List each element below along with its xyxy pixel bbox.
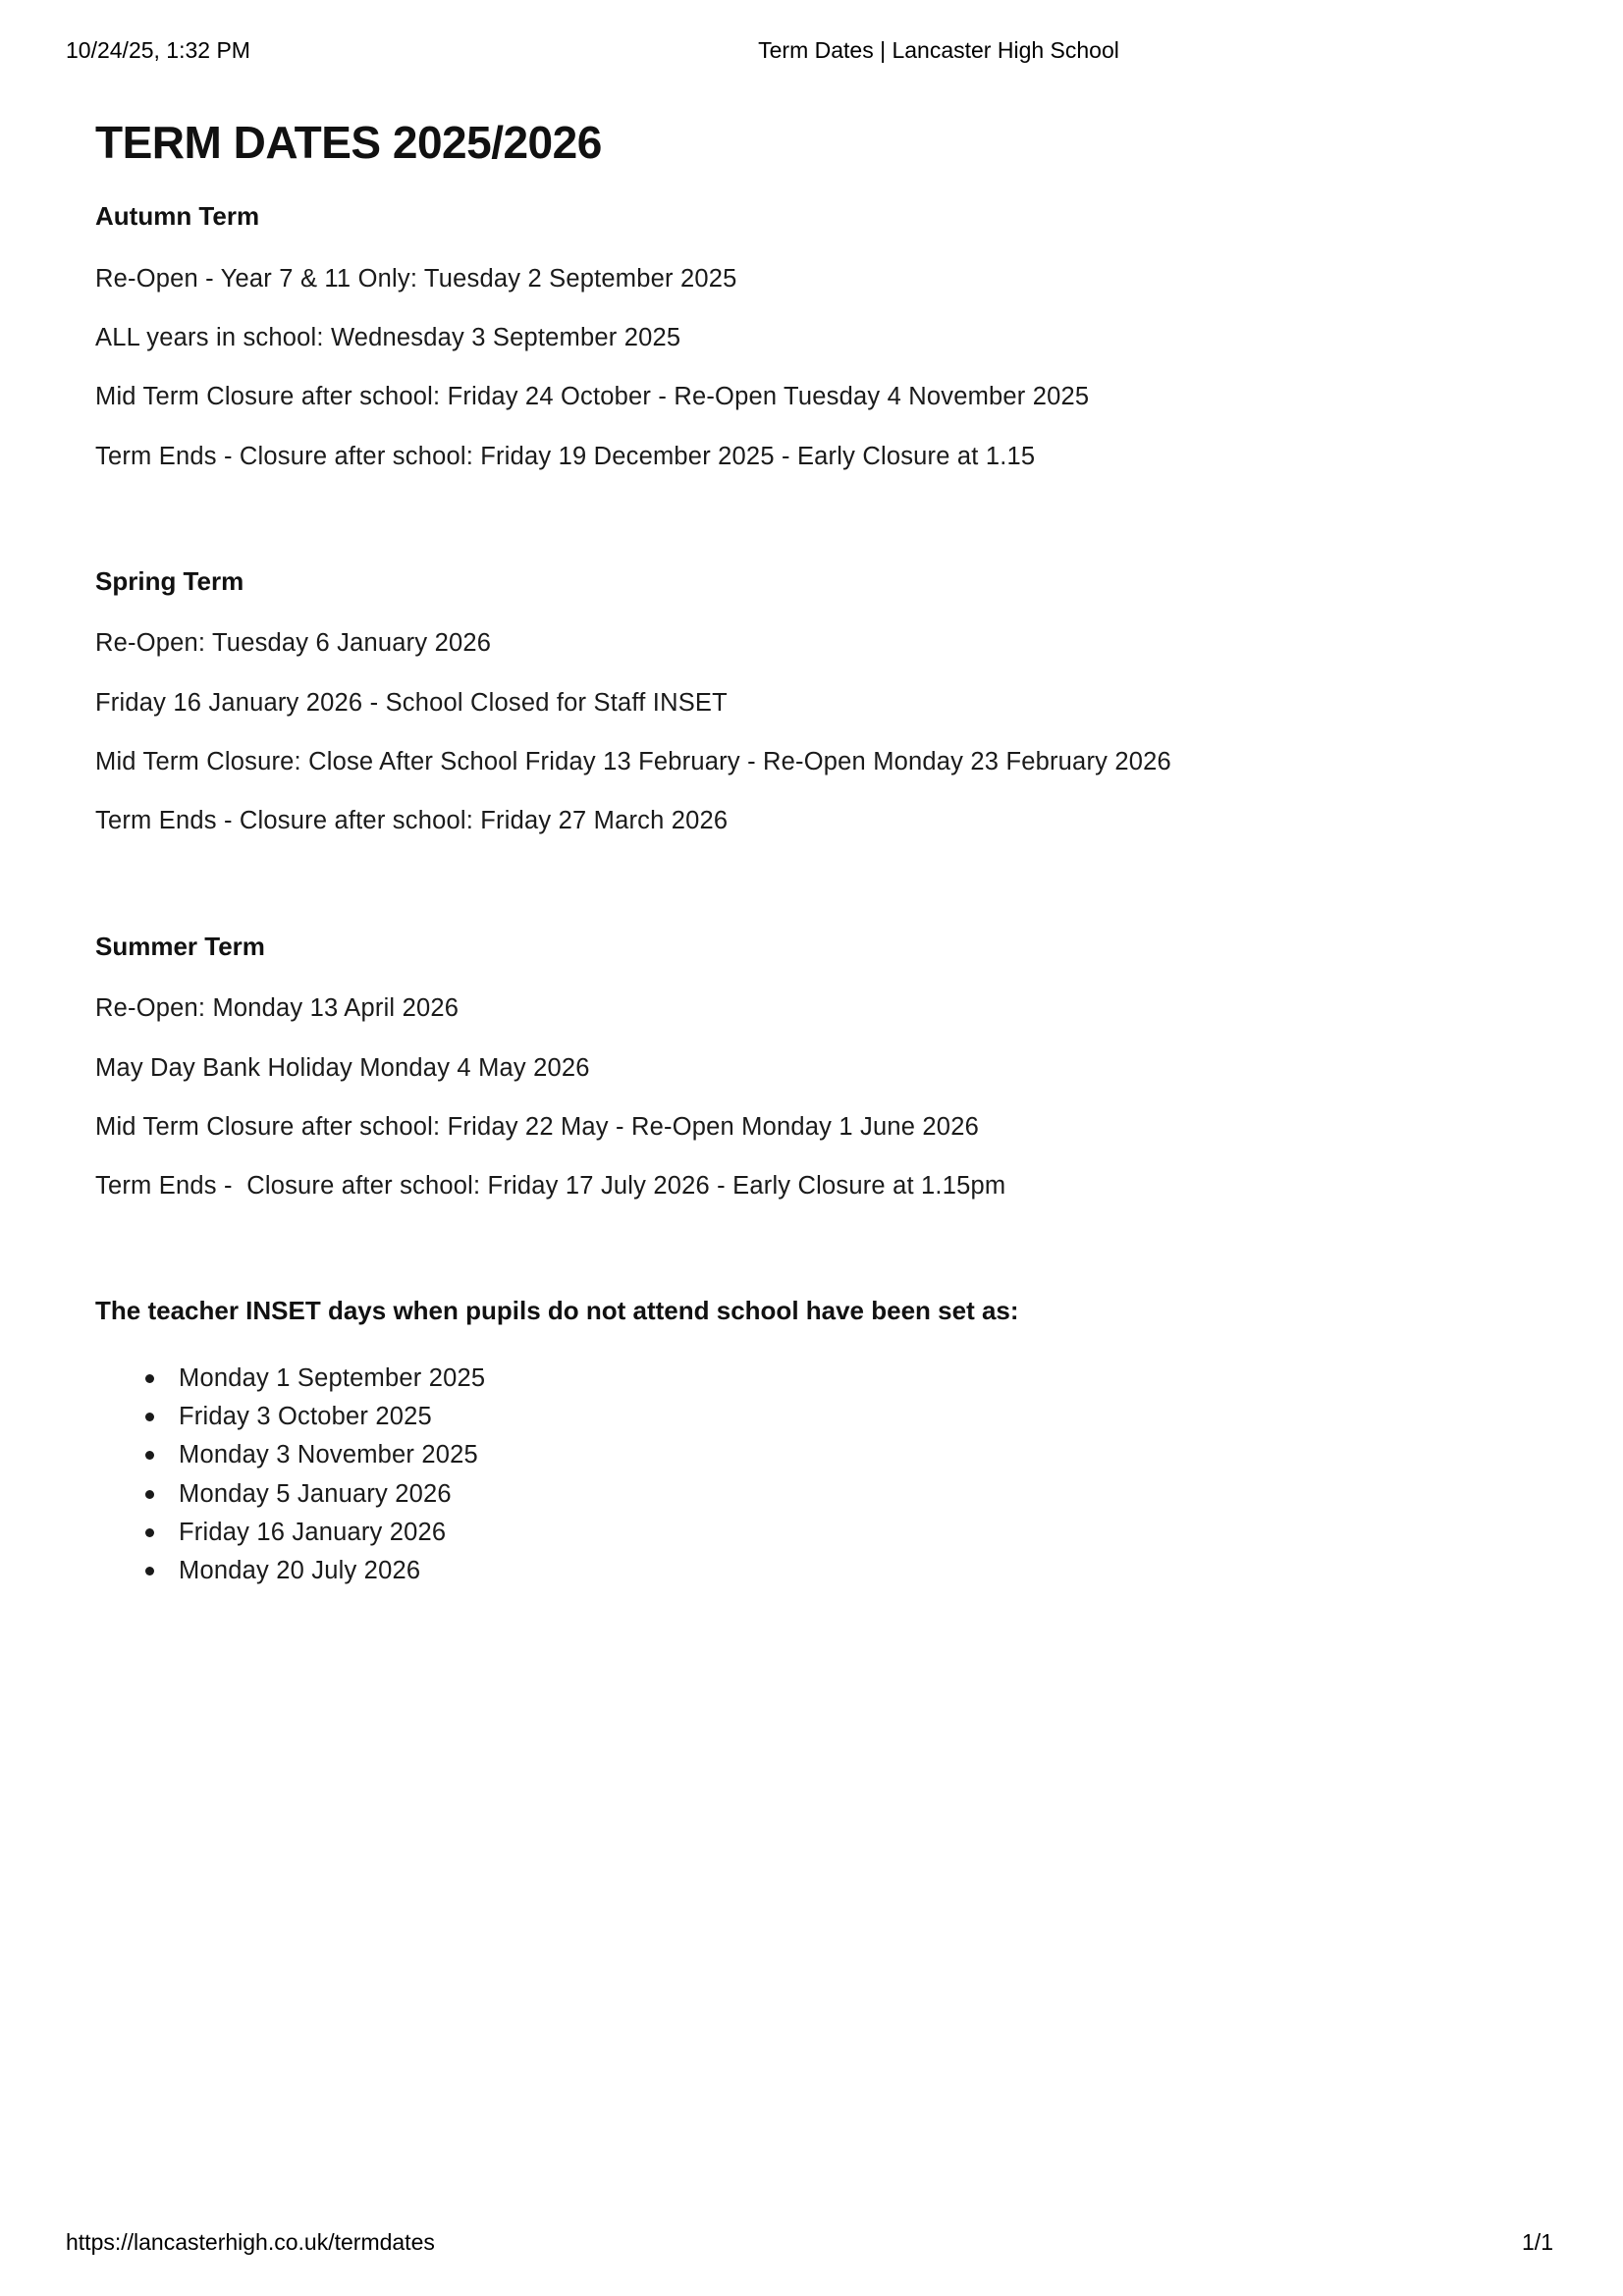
inset-day-item: Monday 1 September 2025 <box>179 1360 1539 1398</box>
term-date-line: Re-Open: Tuesday 6 January 2026 <box>95 629 492 658</box>
section-heading-autumn: Autumn Term <box>95 201 260 232</box>
term-date-line: Re-Open - Year 7 & 11 Only: Tuesday 2 September 2025 <box>95 264 737 293</box>
term-date-line: Term Ends - Closure after school: Friday 19 December 2025 - Early Closure at 1.15 <box>95 442 1036 470</box>
term-date-line: Re-Open: Monday 13 April 2026 <box>95 994 460 1023</box>
inset-days-heading: The teacher INSET days when pupils do not attend school have been set as: <box>95 1296 1019 1326</box>
section-inset-days <box>95 1295 1539 1590</box>
section-autumn-term <box>95 200 1539 471</box>
term-date-line: Mid Term Closure after school: Friday 24 October - Re-Open Tuesday 4 November 2025 <box>95 383 1090 411</box>
page-title: TERM DATES 2025/2026 <box>95 117 602 168</box>
print-doc-title: Term Dates | Lancaster High School <box>758 37 1119 63</box>
term-date-line: ALL years in school: Wednesday 3 September 2025 <box>95 324 681 351</box>
term-date-line: Mid Term Closure: Close After School Friday 13 February - Re-Open Monday 23 February 2026 <box>95 748 1171 776</box>
document-content <box>95 0 1539 1591</box>
term-date-line: Term Ends - Closure after school: Friday 17 July 2026 - Early Closure at 1.15pm <box>95 1172 1006 1201</box>
print-datetime: 10/24/25, 1:32 PM <box>66 37 250 63</box>
print-url: https://lancasterhigh.co.uk/termdates <box>66 2229 435 2255</box>
inset-day-item: Monday 3 November 2025 <box>179 1436 1539 1474</box>
section-heading-spring: Spring Term <box>95 565 244 596</box>
inset-day-item: Monday 20 July 2026 <box>179 1552 1539 1590</box>
term-date-line: Mid Term Closure after school: Friday 22 May - Re-Open Monday 1 June 2026 <box>95 1112 979 1141</box>
print-page-number: 1/1 <box>1522 2229 1553 2255</box>
inset-day-item: Friday 3 October 2025 <box>179 1398 1539 1436</box>
term-date-line: Friday 16 January 2026 - School Closed for Staff INSET <box>95 688 728 717</box>
inset-day-item: Monday 5 January 2026 <box>179 1475 1539 1514</box>
section-heading-summer: Summer Term <box>95 931 265 961</box>
section-spring-term <box>95 565 1539 836</box>
section-summer-term <box>95 931 1539 1201</box>
inset-days-list <box>95 1360 1539 1591</box>
inset-day-item: Friday 16 January 2026 <box>179 1514 1539 1552</box>
term-date-line: May Day Bank Holiday Monday 4 May 2026 <box>95 1053 590 1082</box>
term-date-line: Term Ends - Closure after school: Friday 27 March 2026 <box>95 807 729 835</box>
